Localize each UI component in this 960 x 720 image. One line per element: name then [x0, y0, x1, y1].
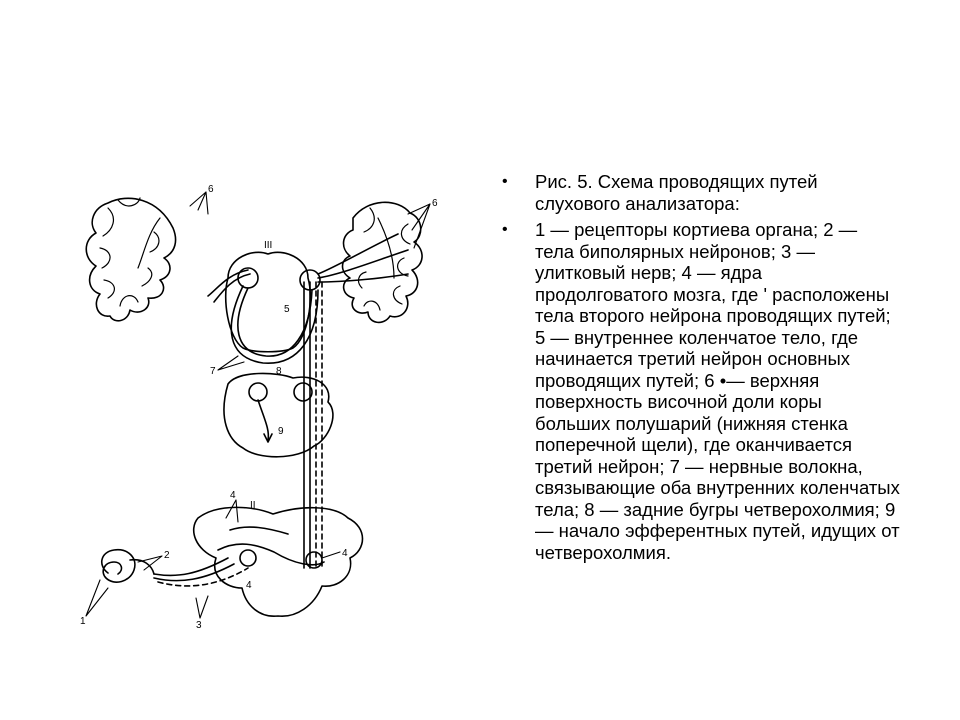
label-8: 8 [276, 366, 282, 377]
diagram-svg [78, 178, 448, 630]
nucleus-4-left [240, 550, 256, 566]
medulla-nuclei [218, 527, 324, 565]
cochlea [102, 550, 135, 582]
label-1: 1 [80, 616, 86, 627]
caption-block [500, 171, 900, 568]
leader-6-right [408, 204, 430, 248]
caption-title: Рис. 5. Схема проводящих путей слухового анализатора: [535, 171, 818, 214]
leader-1 [86, 580, 108, 616]
leader-2 [138, 556, 162, 570]
leader-4a [226, 500, 238, 522]
auditory-pathway-diagram [78, 178, 448, 630]
leader-7 [218, 356, 244, 370]
efferent-path-9 [258, 400, 268, 440]
left-geniculate-body [238, 268, 258, 288]
label-2: 2 [164, 550, 170, 561]
cochlear-nerve [154, 558, 234, 581]
leader-6-left [190, 192, 208, 214]
lateral-lemniscus-dashed [316, 282, 322, 568]
left-cortex-gyri [100, 198, 159, 306]
leader-3 [196, 596, 208, 618]
caption-body-item [500, 219, 900, 563]
caption-title-item [500, 171, 900, 214]
nucleus-4-right [306, 552, 322, 568]
label-9: 9 [278, 426, 284, 437]
right-cortex-outline [343, 202, 423, 322]
left-cortex-outline [86, 198, 175, 320]
label-3: 3 [196, 620, 202, 630]
label-4-right: 4 [342, 548, 348, 559]
label-4-top: 4 [230, 490, 236, 501]
leader-4b [322, 552, 340, 558]
label-roman-3: III [264, 240, 273, 251]
bullet-icon: • [502, 173, 508, 190]
left-colliculus [249, 383, 267, 401]
label-6-left: 6 [208, 184, 214, 195]
right-sylvian-fissure [378, 218, 394, 278]
bullet-icon: • [502, 221, 508, 238]
caption-body: 1 — рецепторы кортиева органа; 2 — тела биполярных нейронов; 3 — улитковый нерв; 4 — ядра продолговатого мозга, где ' расположены тела второго нейрона проводящих путей; 5 — внутреннее коленчатое тело, где начинается третий нейрон основных проводящих путей; 6 •— верхняя поверхность височной доли коры больших полушарий (нижняя стенка поперечной щели), где оканчивается третий нейрон; 7 — нервные волокна, связывающие оба внутренних коленчатых тела; 8 — задние бугры четверохолмия; 9 — начало эфферентных путей, идущих от четверохолмия. [535, 219, 900, 563]
thalamus-body [226, 252, 311, 351]
label-6-right: 6 [432, 198, 438, 209]
left-sylvian-fissure [138, 218, 160, 268]
label-5: 5 [284, 304, 290, 315]
label-4-bottom: 4 [246, 580, 252, 591]
label-roman-2: II [250, 500, 256, 511]
label-7: 7 [210, 366, 216, 377]
